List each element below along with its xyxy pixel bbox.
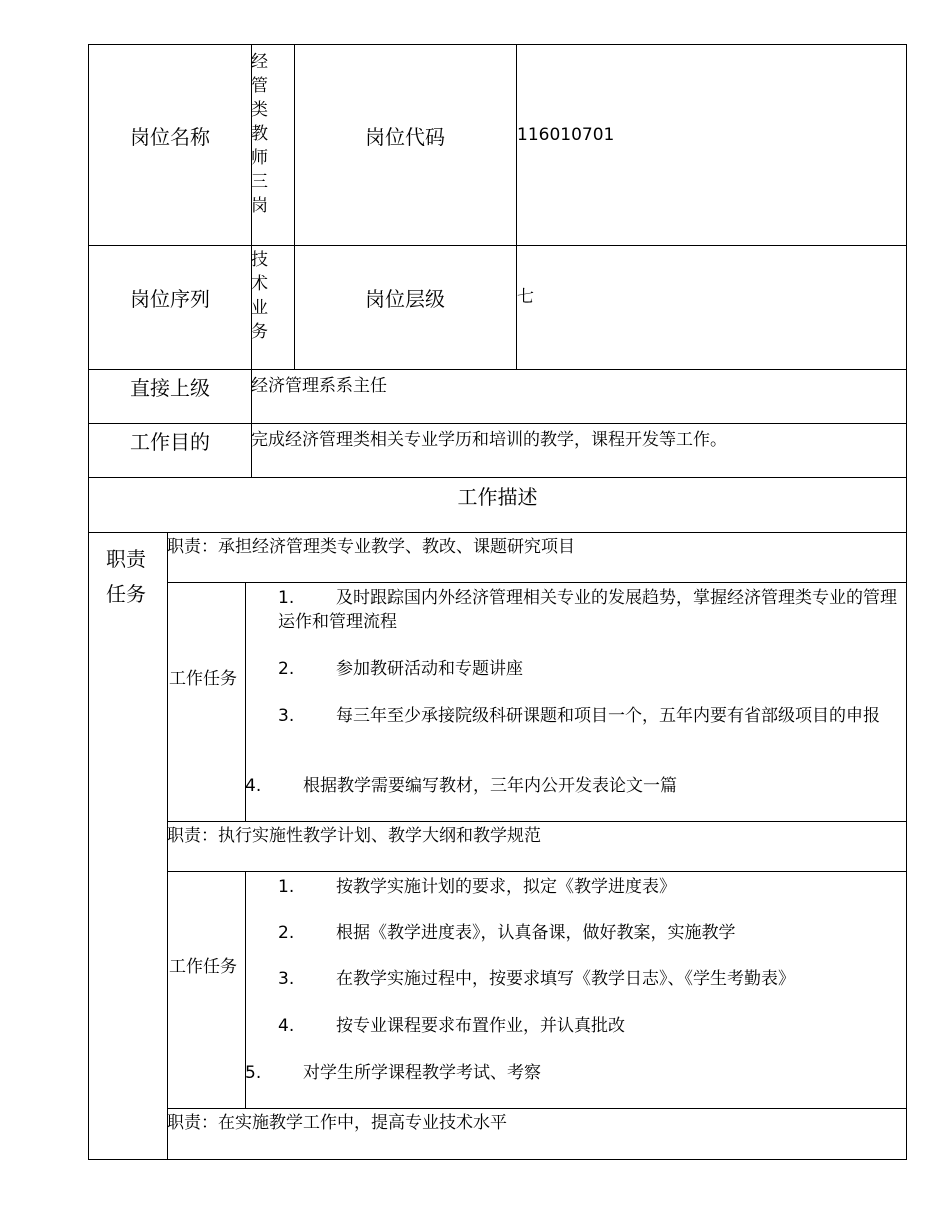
tasks-label-2: 工作任务 (169, 957, 237, 977)
task-2-2: 2. 根据《教学进度表》，认真备课，做好教案，实施教学 (278, 923, 736, 943)
duties-label: 职责任务 (106, 547, 146, 606)
section-title: 工作描述 (457, 484, 538, 509)
duty-3: 职责：在实施教学工作中，提高专业技术水平 (167, 1113, 507, 1133)
column-divider (516, 45, 517, 369)
task-1-4: 4. 根据教学需要编写教材，三年内公开发表论文一篇 (245, 776, 677, 796)
duty-1: 职责：承担经济管理类专业教学、教改、课题研究项目 (167, 537, 575, 557)
task-2-3: 3. 在教学实施过程中，按要求填写《教学日志》、《学生考勤表》 (278, 969, 795, 989)
post-code-value: 116010701 (517, 125, 615, 145)
post-name-label: 岗位名称 (130, 124, 210, 149)
task-2-5: 5. 对学生所学课程教学考试、考察 (245, 1063, 541, 1083)
purpose-value: 完成经济管理类相关专业学历和培训的教学，课程开发等工作。 (251, 430, 727, 450)
post-level-value: 七 (517, 287, 534, 307)
task-1-3: 3. 每三年至少承接院级科研课题和项目一个，五年内要有省部级项目的申报 (278, 706, 880, 726)
task-1-1: 1. 及时跟踪国内外经济管理相关专业的发展趋势，掌握经济管理类专业的管理运作和管理流程 (278, 588, 897, 632)
post-seq-label: 岗位序列 (130, 286, 210, 311)
duty-2: 职责：执行实施性教学计划、教学大纲和教学规范 (167, 826, 541, 846)
purpose-label: 工作目的 (130, 429, 210, 454)
row-divider (89, 532, 906, 533)
post-code-label: 岗位代码 (365, 124, 445, 149)
row-divider (167, 871, 906, 872)
post-seq-value: 技术业务 (251, 250, 268, 342)
row-divider (167, 821, 906, 822)
tasks-label-1: 工作任务 (169, 669, 237, 689)
task-2-4: 4. 按专业课程要求布置作业，并认真批改 (278, 1016, 625, 1036)
job-description-table (88, 44, 907, 1160)
task-1-2: 2. 参加教研活动和专题讲座 (278, 659, 523, 679)
row-divider (167, 1108, 906, 1109)
row-divider (167, 582, 906, 583)
superior-label: 直接上级 (130, 375, 210, 400)
task-2-1: 1. 按教学实施计划的要求，拟定《教学进度表》 (278, 877, 676, 897)
post-name-value: 经管类教师三岗 (251, 52, 268, 216)
post-level-label: 岗位层级 (365, 286, 445, 311)
superior-value: 经济管理系系主任 (251, 376, 387, 396)
